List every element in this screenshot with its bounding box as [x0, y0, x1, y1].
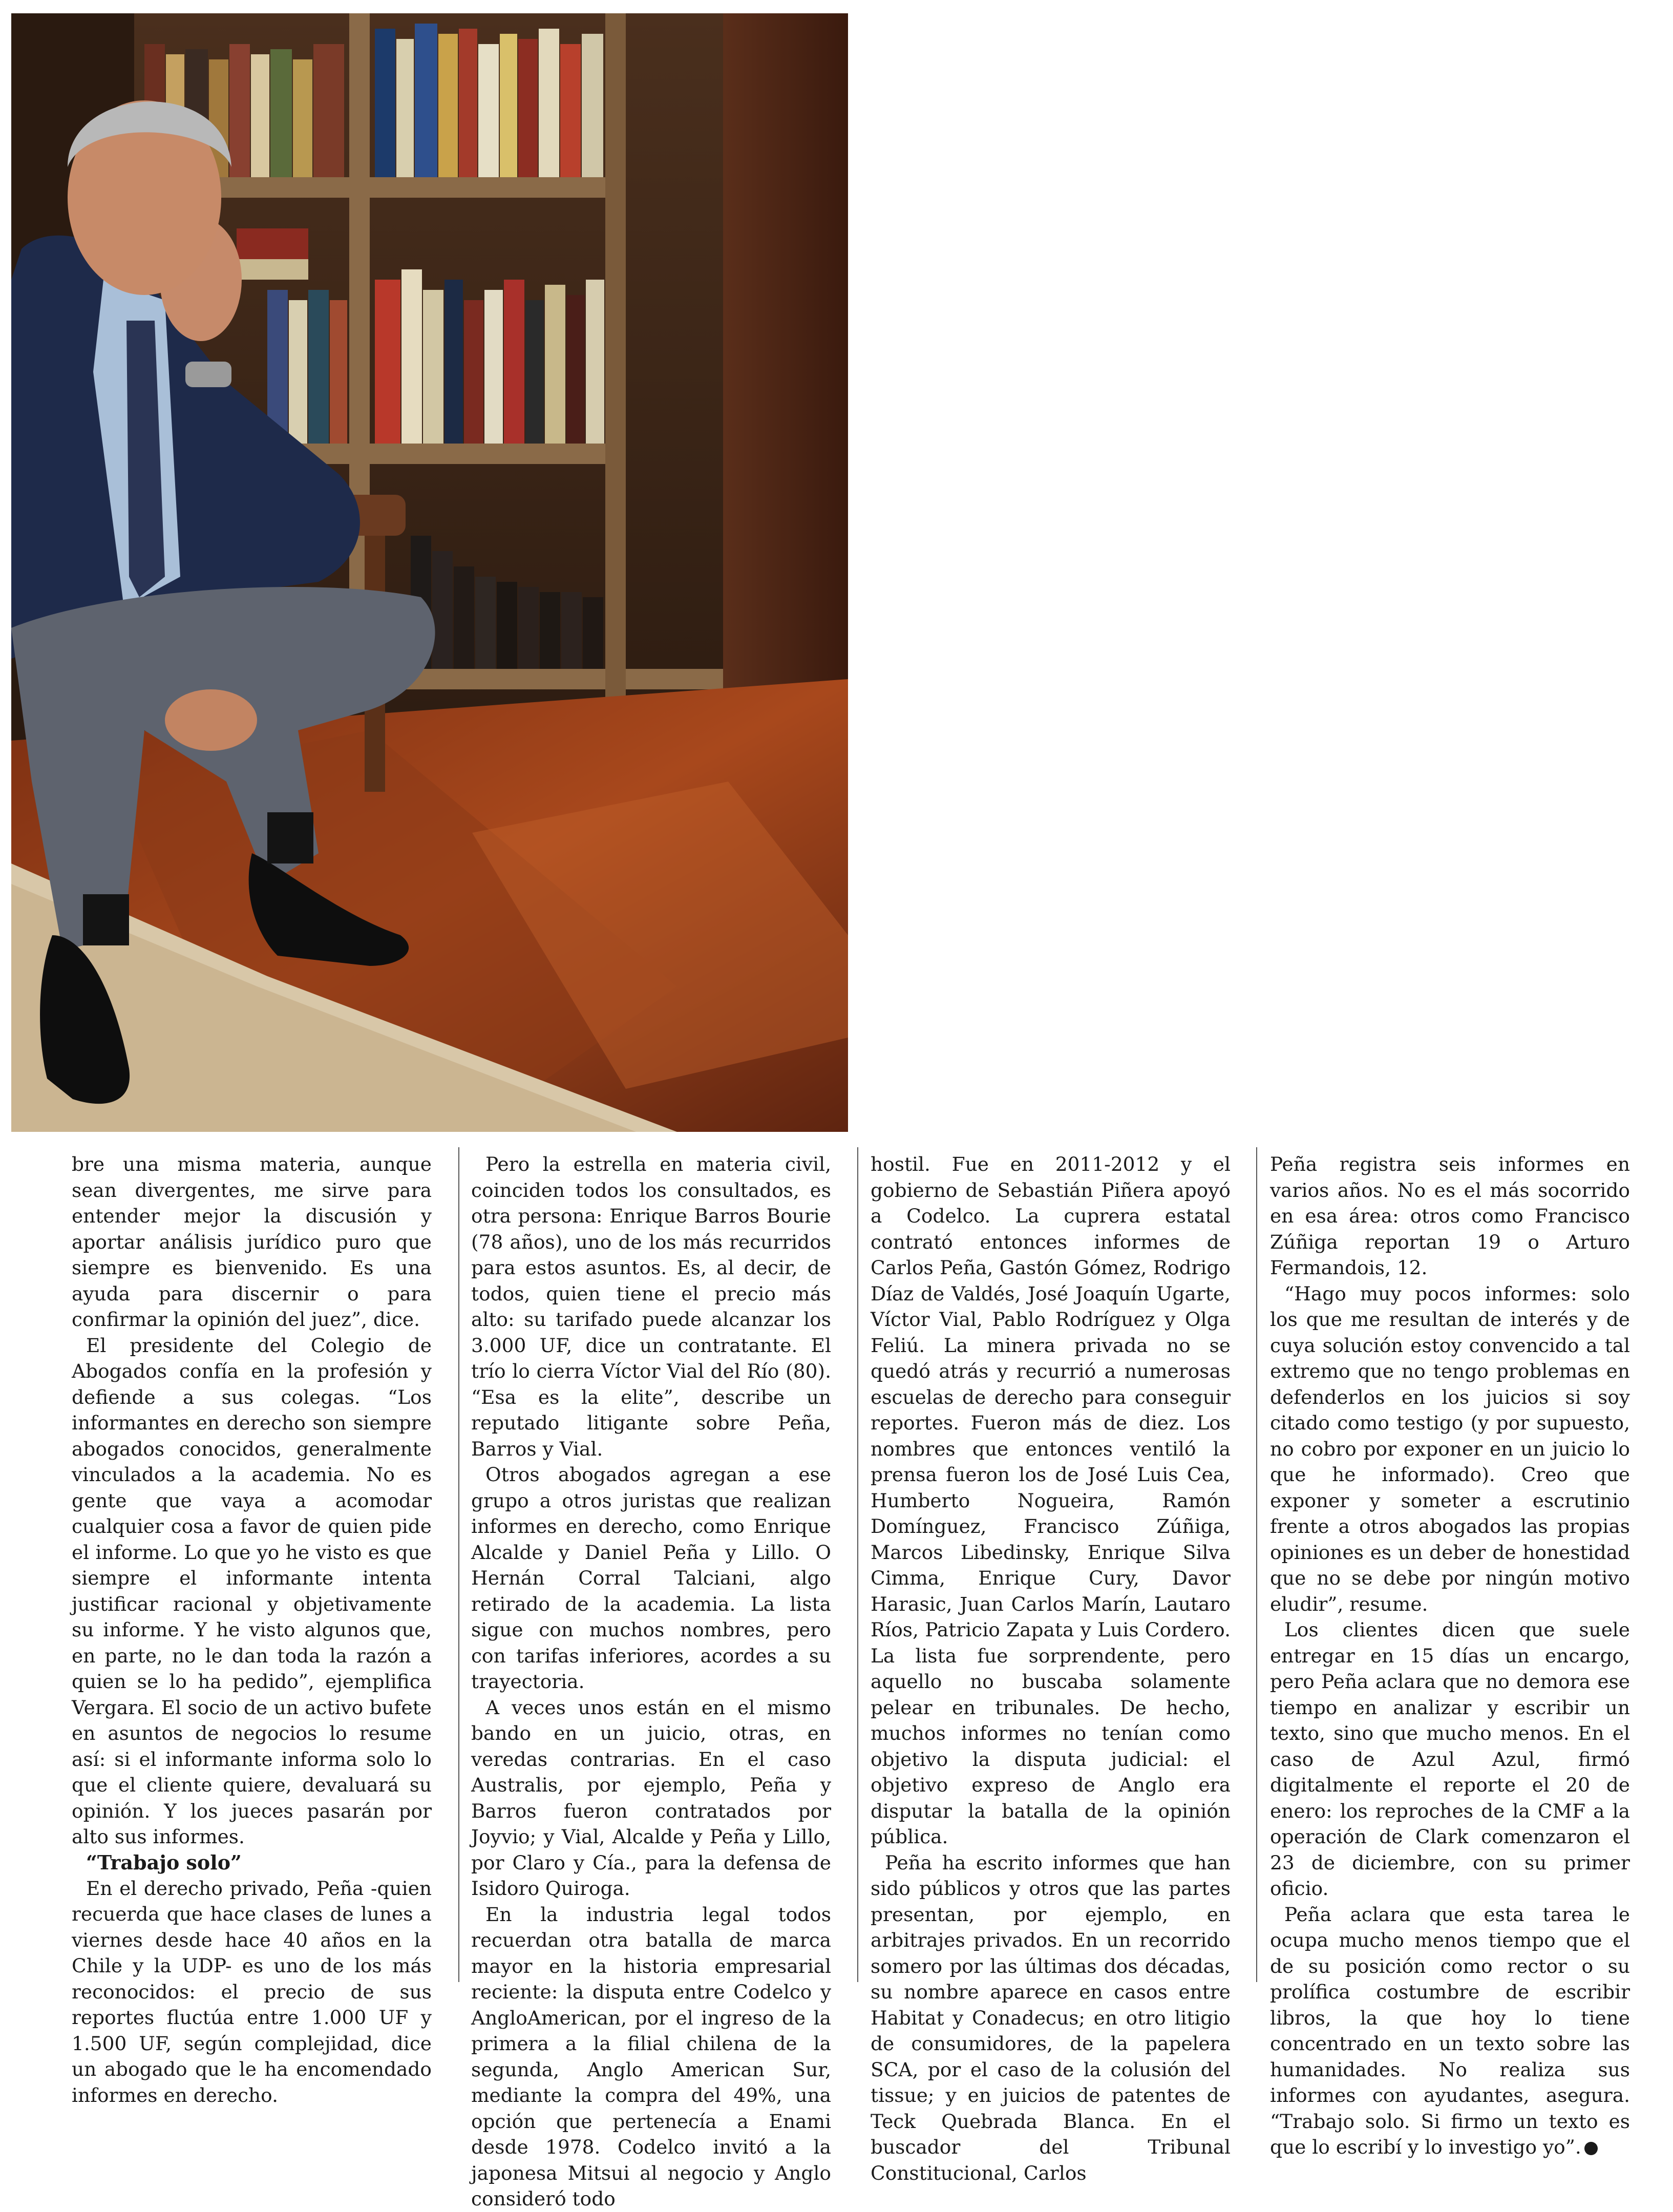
paragraph: A veces unos están en el mismo bando en un juicio, otras, en veredas contrarias. En el caso Australis, por ejemplo, Peña y Barros fueron contratados por Joyvio; y Vial, Alcalde y Peña y Lillo, por Claro y Cía., para la defensa de Isidoro Quiroga.	[471, 1696, 831, 1900]
column-rule	[458, 1147, 459, 1982]
paragraph: Peña registra seis informes en varios años. No es el más socorrido en esa área: otros como Francisco Zúñiga reportan 19 o Arturo Fermandois, 12.	[1270, 1153, 1630, 1279]
paragraph: Pero la estrella en materia civil, coinciden todos los consultados, es otra persona: Enrique Barros Bourie (78 años), uno de los más recurridos para estos asuntos. Es, al decir, de todos, quien tiene el precio más alto: su tarifado puede alcanzar los 3.000 UF, dice un contratante. El trío lo cierra Víctor Vial del Río (80). “Esa es la elite”, describe un reputado litigante sobre Peña, Barros y Vial.	[471, 1153, 831, 1460]
column-rule	[857, 1147, 858, 1982]
article-column-1	[72, 1151, 432, 2106]
paragraph: Otros abogados agregan a ese grupo a otros juristas que realizan informes en derecho, como Enrique Alcalde y Daniel Peña y Lillo. O Hernán Corral Talciani, algo retirado de la academia. La lista sigue con muchos nombres, pero con tarifas inferiores, acordes a su trayectoria.	[471, 1463, 831, 1693]
paragraph: En el derecho privado, Peña -quien recuerda que hace clases de lunes a viernes desde hace 40 años en la Chile y la UDP- es uno de los más reconocidos: el precio de sus reportes fluctúa entre 1.000 UF y 1.500 UF, según complejidad, dice un abogado que le ha encomendado informes en derecho.	[72, 1877, 432, 2106]
portrait-photo	[11, 13, 848, 1132]
column-rule	[1256, 1147, 1257, 1982]
end-of-article-icon	[1584, 2142, 1598, 2155]
paragraph: bre una misma materia, aunque sean divergentes, me sirve para entender mejor la discusión y aportar análisis jurídico puro que siempre es bienvenido. Es una ayuda para discernir o para confirmar la opinión del juez”, dice.	[72, 1153, 432, 1331]
section-subhead: “Trabajo solo”	[86, 1850, 242, 1874]
paragraph: El presidente del Colegio de Abogados confía en la profesión y defiende a sus colegas. “Los informantes en derecho son siempre abogados conocidos, generalmente vinculados a la academia. No es gente que vaya a acomodar cualquier cosa a favor de quien pide el informe. Lo que yo he visto es que siempre el informante intenta justificar racional y objetivamente su informe. Y he visto algunos que, en parte, no le dan toda la razón a quien se lo ha pedido”, ejemplifica Vergara. El socio de un activo bufete en asuntos de negocios lo resume así: si el informante informa solo lo que el cliente quiere, devaluará su opinión. Y los jueces pasarán por alto sus informes.	[72, 1334, 432, 1848]
paragraph-text: Peña aclara que esta tarea le ocupa mucho menos tiempo que el de su posición como rector o su prolífica costumbre de escribir libros, la que hoy lo tiene concentrado en un texto sobre las humanidades. No realiza sus informes con ayudantes, asegura. “Trabajo solo. Si firmo un texto es que lo escribí y lo investigo yo”.	[1270, 1903, 1630, 2158]
portrait-illustration	[11, 13, 848, 1132]
article-column-4	[1270, 1151, 1630, 2158]
paragraph: En la industria legal todos recuerdan otra batalla de marca mayor en la historia empresarial reciente: la disputa entre Codelco y AngloAmerican, por el ingreso de la primera a la filial chilena de la segunda, Anglo American Sur, mediante la compra del 49%, una opción que pertenecía a Enami desde 1978. Codelco invitó a la japonesa Mitsui al negocio y Anglo consideró todo	[471, 1903, 831, 2210]
article-column-2	[471, 1151, 831, 2210]
paragraph: Peña ha escrito informes que han sido públicos y otros que las partes presentan, por ejemplo, en arbitrajes privados. En un recorrido somero por las últimas dos décadas, su nombre aparece en casos entre Habitat y Conadecus; en otro litigio de consumidores, de la papelera SCA, por el caso de la colusión del tissue; y en juicios de patentes de Teck Quebrada Blanca. En el buscador del Tribunal Constitucional, Carlos	[871, 1851, 1231, 2184]
paragraph: “Hago muy pocos informes: solo los que me resultan de interés y de cuya solución estoy convencido a tal extremo que no tengo problemas en defenderlos en los juicios si soy citado como testigo (y por supuesto, no cobro por exponer en un juicio lo que he informado). Creo que exponer y someter a escrutinio frente a otros abogados las propias opiniones es un deber de honestidad que no se debe por ningún motivo eludir”, resume.	[1270, 1282, 1630, 1615]
article-column-3	[871, 1151, 1231, 2184]
paragraph-final	[1270, 1902, 1630, 2160]
paragraph: Los clientes dicen que suele entregar en 15 días un encargo, pero Peña aclara que no demora ese tiempo en analizar y escribir un texto, sino que mucho menos. En el caso de Azul Azul, firmó digitalmente el reporte el 20 de enero: los reproches de la CMF a la operación de Clark comenzaron el 23 de diciembre, con su primer oficio.	[1270, 1618, 1630, 1900]
paragraph: hostil. Fue en 2011-2012 y el gobierno de Sebastián Piñera apoyó a Codelco. La cuprera estatal contrató entonces informes de Carlos Peña, Gastón Gómez, Rodrigo Díaz de Valdés, José Joaquín Ugarte, Víctor Vial, Pablo Rodríguez y Olga Feliú. La minera privada no se quedó atrás y recurrió a numerosas escuelas de derecho para conseguir reportes. Fueron más de diez. Los nombres que entonces ventiló la prensa fueron los de José Luis Cea, Humberto Nogueira, Ramón Domínguez, Francisco Zúñiga, Marcos Libedinsky, Enrique Silva Cimma, Enrique Cury, Davor Harasic, Juan Carlos Marín, Lautaro Ríos, Patricio Zapata y Luis Cordero. La lista fue sorprendente, pero aquello no buscaba solamente pelear en tribunales. De hecho, muchos informes no tenían como objetivo la disputa judicial: el objetivo expreso de Anglo era disputar la batalla de la opinión pública.	[871, 1153, 1231, 1848]
